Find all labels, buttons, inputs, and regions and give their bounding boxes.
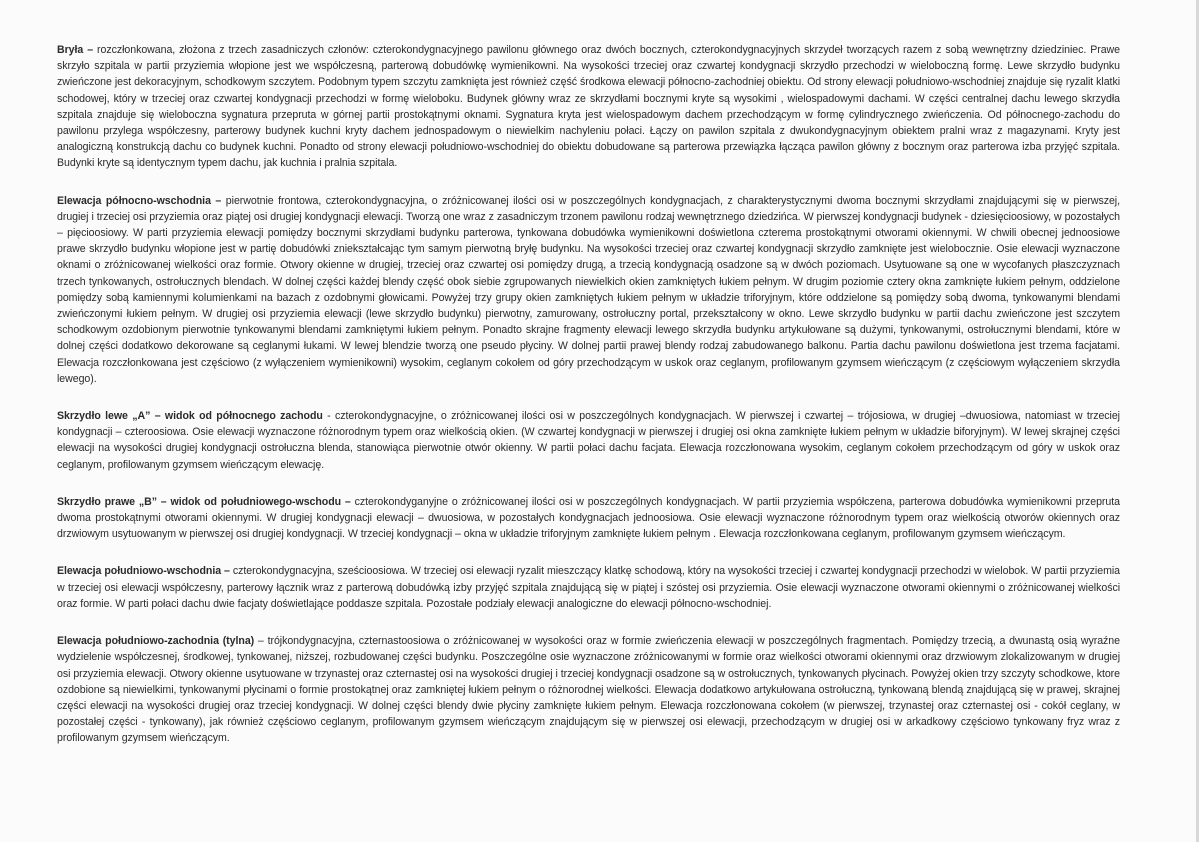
paragraph-elevation-sw [57,633,1120,746]
paragraph-text: czterokondygnacyjna, sześcioosiowa. W trzeciej osi elewacji ryzalit mieszczący klatkę schodową, który na wysokości trzeciej i czwartej kondygnacji przechodzi w wielobok. W partii przyziemia w trzeciej osi elewacji współczesny, parterowy łącznik wraz z parterową dobudówką izby przyjęć szpitala znajdującą się w piątej i szóstej osi przyziemia. Osie elewacji wyznaczone otworami okiennymi o zróżnicowanej wielkości oraz formie. W parti połaci dachu dwie facjaty doświetlające poddasze szpitala. Pozostałe podziały elewacji analogiczne do elewacji północno-wschodniej. [57,565,1120,610]
document-body [57,42,1120,768]
paragraph-heading: Elewacja południowo-zachodnia (tylna) [57,635,255,648]
paragraph-text: rozczłonkowana, złożona z trzech zasadniczych członów: czterokondygnacyjnego pawilonu głównego oraz dwóch bocznych, czterokondygnacyjnych skrzydeł tworzących razem z sobą wewnętrzny dziedziniec. Prawe skrzyło szpitala w partii przyziemia włopione jest we współczesną, parterową dobudówkę wymienikowni. Na wysokości trzeciej oraz czwartej kondygnacji skrzydło przechodzi w wieloboczną formę. Lewe skrzydło budynku zwieńczone jest dekoracyjnym, schodkowym szczytem. Podobnym typem szczytu zamknięta jest również część środkowa elewacji północno-zachodniej obiektu. Od strony elewacji południowo-wschodniej znajduje się ryzalit klatki schodowej, który w trzeciej oraz czwartej kondygnacji przechodzi w formę wieloboku. Budynek główny wraz ze skrzydłami bocznymi kryte są wysokimi , wielospadowymi dachami. W części centralnej dachu lewego skrzydła szpitala znajduje się wieloboczna sygnatura przepruta w górnej partii prostokątnymi oknami. Sygnatura kryta jest wielospadowym dachem przechodzącym w formę cylindrycznego zwieńczenia. Od północnego-zachodu do pawilonu przylega współczesny, parterowy budynek kuchni kryty dachem jednospadowym o niewielkim nachyleniu połaci. Łączy on pawilon szpitala z dwukondygnacyjnym obiektem pralni wraz z magazynami. Kryty jest analogiczną konstrukcją dachu co budynek kuchni. Ponadto od strony elewacji południowo-wschodniej do obiektu dobudowane są parterowa przewiązka łącząca pawilon główny z bocznym oraz parterowa izba przyjęć szpitala. Budynki kryte są identycznym typem dachu, jak kuchnia i pralnia szpitala. [57,44,1120,170]
paragraph-heading: Elewacja północno-wschodnia – [57,194,222,207]
paragraph-text: pierwotnie frontowa, czterokondygnacyjna, o zróżnicowanej ilości osi w poszczególnych kondygnacjach, z charakterystycznymi dwoma bocznymi skrzydłami znajdującymi się w pierwszej, drugiej i trzeciej osi przyziemia oraz piątej osi drugiej kondygnacji elewacji. Tworzą one wraz z zasadniczym trzonem pawilonu rodzaj wewnętrznego dziedzińca. W pierwszej kondygnacji budynek - dziesięcioosiowy, w pozostałych – pięcioosiowy. W parti przyziemia elewacji pomiędzy bocznymi skrzydłami budynku parterowa, tynkowana dobudówka wymienikowni doświetlona czterema prostokątnymi otworami okiennymi. W chwili obecnej jednoosiowe prawe skrzydło budynku włopione jest w partię dobudówki zniekształcając tym samym pierwotną bryłę budynku. Na wysokości trzeciej oraz czwartej kondygnacji skrzydło zamknięte jest wielobocznie. Osie elewacji wyznaczone oknami o zróżnicowanej wielkości oraz formie. Otwory okienne w drugiej, trzeciej oraz czwartej osi pomiędzy drugą, a trzecią kondygnacją osadzone są w dwóch poziomach. Usytuowane są one w wycofanych płaszczyznach trzech tynkowanych, ostrołucznych blendach. W dolnej części każdej blendy część obok siebie zgrupowanych niewielkich okien zamkniętych łukiem pełnym. W drugim poziomie cztery okna zamknięte łukiem pełnym, oddzielone pomiędzy sobą kamiennymi kolumienkami na bazach z ozdobnymi głowicami. Powyżej trzy grupy okien zamkniętych łukiem pełnym w układzie triforyjnym, które oddzielone są pomiędzy sobą dwoma, tynkowanymi blendami zwieńczonymi łukiem pełnym. W drugiej osi przyziemia elewacji (lewe skrzydło budynku) pierwotny, zamurowany, ostrołuczny portal, przekształcony w okno. Lewe skrzydło budynku w partii dachu zwieńczone jest szczytem schodkowym ozdobionym pierwotnie tynkowanymi blendami zamkniętymi łukiem pełnym. Ponadto skrajne fragmenty elewacji lewego skrzydła budynku artykułowane są dużymi, tynkowanymi, ostrołucznymi blendami, które w dolnej części dodatkowo dekorowane są ceglanymi łukami. W lewej blendzie tworzą one pseudo płyciny. W dolnej partii prawej blendy rodzaj zabudowanego balkonu. Partia dachu pawilonu doświetlona jest trzema facjatami. Elewacja rozczłonkowana jest częściowo (z wyłączeniem wymienikowni) wysokim, ceglanym cokołem od góry przechodzącym w uskok oraz ceglanym, profilowanym gzymsem wieńczącym (z częściowym wyłączeniem skrzydła lewego). [57,194,1120,385]
paragraph-wing-b [57,494,1120,543]
paragraph-elevation-se [57,563,1120,612]
paragraph-heading: Elewacja południowo-wschodnia – [57,565,230,578]
paragraph-elevation-ne [57,193,1120,387]
paragraph-heading: Bryła – [57,44,94,56]
paragraph-heading: Skrzydło lewe „A” – widok od północnego zachodu [57,410,323,423]
paragraph-text: czterokondyganyjne o zróżnicowanej ilości osi w poszczególnych kondygnacjach. W partii przyziemia współczena, parterowa dobudówka wymienikowni przepruta dwoma prostokątnymi otworami okiennymi. W drugiej kondygnacji elewacji – dwuosiowa, w pozostałych kondygnacjach jednoosiowa. Osie elewacji wyznaczone różnorodnym typem oraz wielkością otworów okiennych oraz drzwiowym usytuowanym w pierwszej osi drugiej kondygnacji. W trzeciej kondygnacji – okna w układzie triforyjnym zamknięte łukiem pełnym . Elewacja rozczłonkowana ceglanym, profilowanym gzymsem wieńczącym. [57,495,1120,541]
paragraph-bryla [57,42,1120,172]
paragraph-wing-a [57,408,1120,473]
paragraph-heading: Skrzydło prawe „B” – widok od południowego-wschodu – [57,495,351,508]
paragraph-text: - czterokondygnacyjne, o zróżnicowanej ilości osi w poszczególnych kondygnacjach. W pierwszej i czwartej – trójosiowa, w drugiej –dwuosiowa, natomiast w trzeciej kondygnacji – czteroosiowa. Osie elewacji wyznaczone różnorodnym typem oraz wielkością okien. (W czwartej kondygnacji w pierwszej i drugiej osi okna zamknięte łukiem pełnym w układzie biforyjnym). W lewej skrajnej części elewacji na wysokości drugiej kondygnacji ostrołuczna blenda, stanowiąca pierwotnie otwór okienny. W partii połaci dachu facjata. Elewacja rozczłonowana wysokim, ceglanym cokołem przechodzącym od góry w uskok oraz ceglanym, profilowanym gzymsem wieńczącym elewację. [57,410,1120,471]
paragraph-text: – trójkondygnacyjna, czternastoosiowa o zróżnicowanej w wysokości oraz w formie zwieńczenia elewacji w poszczególnych fragmentach. Pomiędzy trzecią, a dwunastą osią wyraźne wydzielenie współczesnej, środkowej, tynkowanej, niższej, rozbudowanej części budynku. Poszczególne osie wyznaczone zróżnicowanymi w formie oraz wielkości otworami okiennymi oraz drzwiowym zlokalizowanym w drugiej osi przyziemia elewacji. Otwory okienne usytuowane w trzynastej oraz czternastej osi na wysokości drugiej i trzeciej kondygnacji osadzone są w ostrołucznych, tynkowanych płycinach. Powyżej okien trzy szczyty schodkowe, ktore ozdobione są niewielkimi, tynkowanymi płycinami o formie prostokątnej oraz zamkniętej łukiem pełnym o różnorodnej wielkości. Elewacja dodatkowo artykułowana ostrołuczną, tynkowaną blendą znajdującą się w prawej, skrajnej części elewacji na wysokości drugiej oraz trzeciej kondygnacji. W dolnej części blendy dwie płyciny zamknięte łukiem pełnym. Elewacja rozczłonowana cokołem (w pierwszej, trzynastej oraz czternastej osi - cokół ceglany, w pozostałej części - tynkowany), jak również częściowo ceglanym, profilowanym gzymsem wieńczącym znajdującym się w pierwszej osi elewacji, przechodzącym w drugiej osi w arkadkowy częściowo tynkowany fryz wraz z profilowanym gzymsem wieńczącym. [57,635,1120,745]
